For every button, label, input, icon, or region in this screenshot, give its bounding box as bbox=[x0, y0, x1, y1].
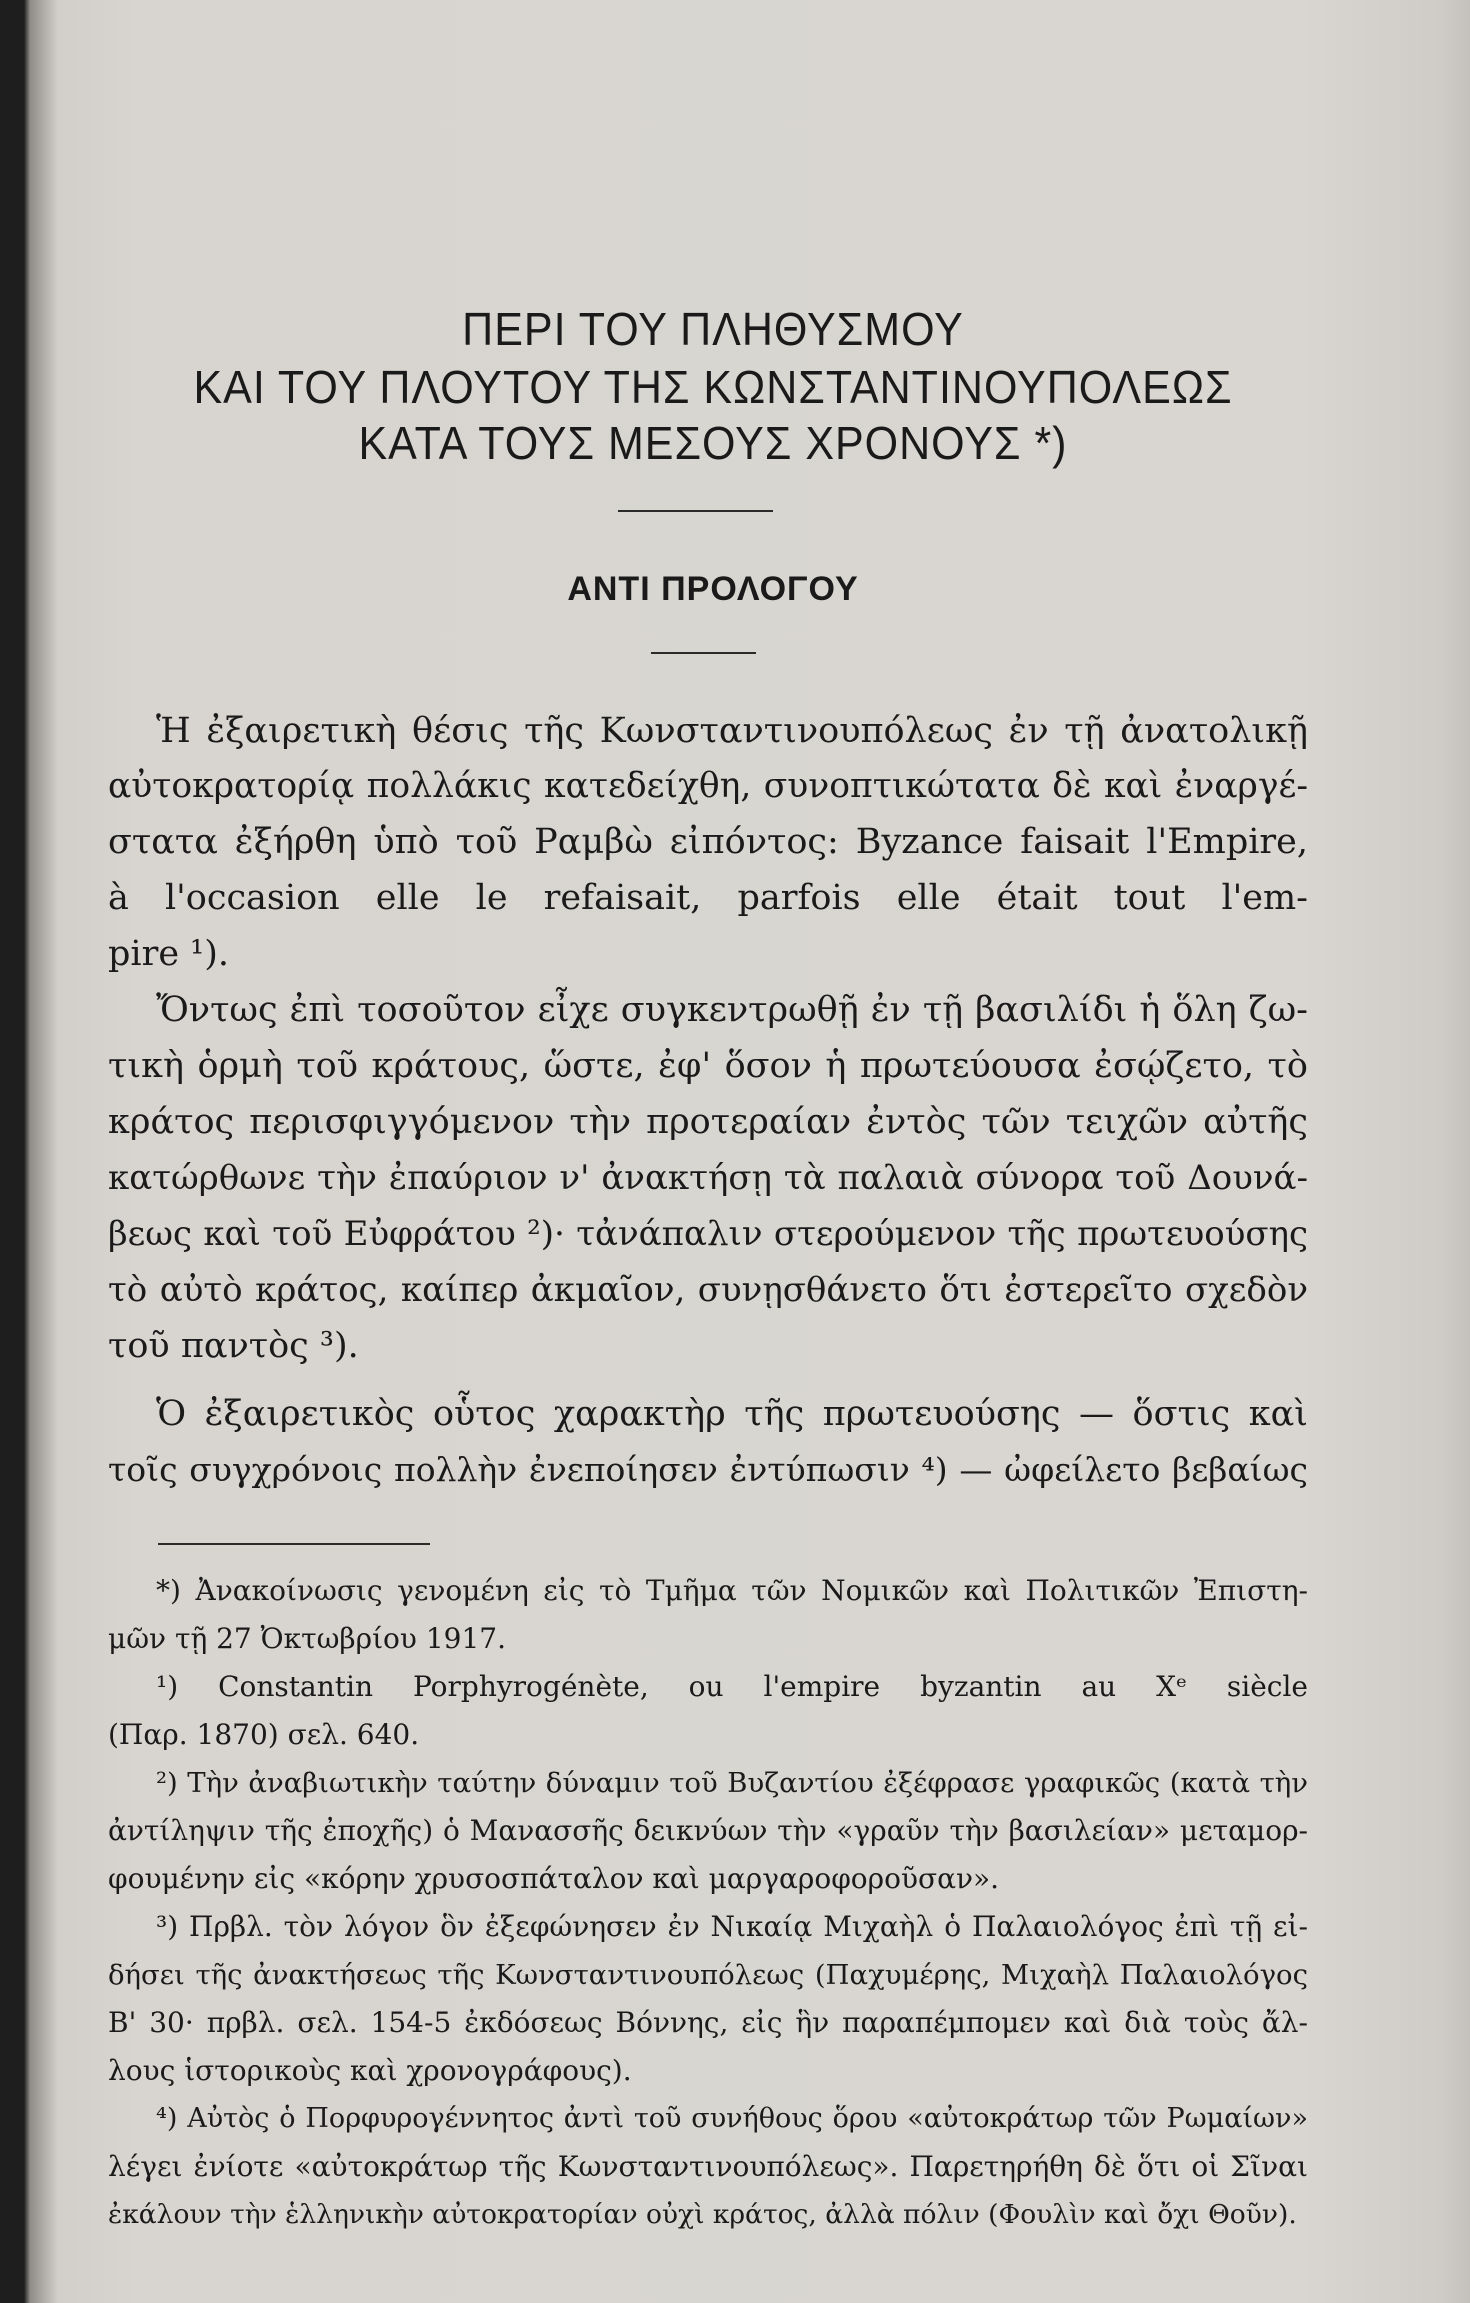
footnote-line: (Παρ. 1870) σελ. 640. bbox=[108, 1718, 420, 1751]
footnote-line: *) Ἀνακοίνωσις γενομένη εἰς τὸ Τμῆμα τῶν Νομικῶν καὶ Πολιτικῶν Ἐπιστη- bbox=[156, 1574, 1308, 1607]
footnote-line: ⁴) Αὐτὸς ὁ Πορφυρογέννητος ἀντὶ τοῦ συνήθους ὅρου «αὐτοκράτωρ τῶν Ρωμαίων» bbox=[156, 2103, 1308, 2134]
body-line: à l'occasion elle le refaisait, parfois elle était tout l'em- bbox=[108, 878, 1308, 918]
body-line: τοῖς συγχρόνοις πολλὴν ἐνεποίησεν ἐντύπωσιν ⁴) — ὠφείλετο βεβαίως bbox=[108, 1450, 1308, 1489]
body-line: βεως καὶ τοῦ Εὐφράτου ²)· τἀνάπαλιν στερούμενον τῆς πρωτευούσης bbox=[108, 1214, 1308, 1254]
footnote-line: λέγει ἐνίοτε «αὐτοκράτωρ τῆς Κωνσταντινουπόλεως». Παρετηρήθη δὲ ὅτι οἱ Σῖναι bbox=[108, 2150, 1308, 2183]
footnote-line: ¹) Constantin Porphyrogénète, ou l'empire byzantin au Xᵉ siècle bbox=[156, 1670, 1308, 1703]
body-line: Ὁ ἐξαιρετικὸς οὗτος χαρακτὴρ τῆς πρωτευούσης — ὅστις καὶ bbox=[156, 1394, 1308, 1434]
subtitle-rule bbox=[651, 652, 756, 654]
footnote-line: ἀντίληψιν τῆς ἐποχῆς) ὁ Μανασσῆς δεικνύων τὴν «γραῦν τὴν βασιλείαν» μεταμορ- bbox=[108, 1814, 1308, 1847]
footnote-line: ³) Πρβλ. τὸν λόγον ὃν ἐξεφώνησεν ἐν Νικαίᾳ Μιχαὴλ ὁ Παλαιολόγος ἐπὶ τῇ εἰ- bbox=[156, 1910, 1308, 1943]
body-line: κράτος περισφιγγόμενον τὴν προτεραίαν ἐντὸς τῶν τειχῶν αὐτῆς bbox=[108, 1102, 1308, 1142]
footnote-rule bbox=[158, 1543, 430, 1545]
body-line: αὐτοκρατορίᾳ πολλάκις κατεδείχθη, συνοπτικώτατα δὲ καὶ ἐναργέ- bbox=[108, 766, 1308, 806]
body-line: pire ¹). bbox=[108, 934, 229, 974]
body-line: τικὴ ὁρμὴ τοῦ κράτους, ὥστε, ἐφ' ὅσον ἡ πρωτεύουσα ἐσῴζετο, τὸ bbox=[108, 1046, 1308, 1086]
footnote-line: Β' 30· πρβλ. σελ. 154-5 ἐκδόσεως Βόννης, εἰς ἣν παραπέμπομεν καὶ διὰ τοὺς ἄλ- bbox=[108, 2006, 1308, 2039]
body-line: τὸ αὐτὸ κράτος, καίπερ ἀκμαῖον, συνῃσθάνετο ὅτι ἐστερεῖτο σχεδὸν bbox=[108, 1270, 1308, 1310]
body-line: κατώρθωνε τὴν ἐπαύριον ν' ἀνακτήσῃ τὰ παλαιὰ σύνορα τοῦ Δουνά- bbox=[108, 1158, 1308, 1198]
section-subtitle: ΑΝΤΙ ΠΡΟΛΟΓΟΥ bbox=[567, 570, 859, 608]
body-line: στατα ἐξήρθη ὑπὸ τοῦ Ραμβὼ εἰπόντος: Byzance faisait l'Empire, bbox=[108, 822, 1308, 862]
footnote-line: λους ἱστορικοὺς καὶ χρονογράφους). bbox=[108, 2054, 632, 2087]
title-rule bbox=[618, 510, 773, 512]
footnote-line: φουμένην εἰς «κόρην χρυσοσπάταλον καὶ μαργαροφοροῦσαν». bbox=[108, 1862, 1000, 1895]
footnote-line: ἐκάλουν τὴν ἑλληνικὴν αὐτοκρατορίαν οὐχὶ κράτος, ἀλλὰ πόλιν (Φουλὶν καὶ ὄχι Θοῦν). bbox=[108, 2199, 1297, 2230]
title-line-1: ΠΕΡΙ ΤΟΥ ΠΛΗΘΥΣΜΟΥ bbox=[462, 304, 964, 356]
footnote-line: μῶν τῇ 27 Ὀκτωβρίου 1917. bbox=[108, 1622, 506, 1655]
body-line: τοῦ παντὸς ³). bbox=[108, 1326, 359, 1366]
title-line-3: ΚΑΤΑ ΤΟΥΣ ΜΕΣΟΥΣ ΧΡΟΝΟΥΣ *) bbox=[358, 418, 1068, 470]
body-line: Ἡ ἐξαιρετικὴ θέσις τῆς Κωνσταντινουπόλεως ἐν τῇ ἀνατολικῇ bbox=[156, 711, 1308, 751]
footnote-line: δήσει τῆς ἀνακτήσεως τῆς Κωνσταντινουπόλεως (Παχυμέρης, Μιχαὴλ Παλαιολόγος bbox=[108, 1959, 1308, 1991]
page-content bbox=[108, 0, 1318, 2303]
body-line: Ὄντως ἐπὶ τοσοῦτον εἶχε συγκεντρωθῇ ἐν τῇ βασιλίδι ἡ ὅλη ζω- bbox=[156, 990, 1308, 1030]
title-line-2: ΚΑΙ ΤΟΥ ΠΛΟΥΤΟΥ ΤΗΣ ΚΩΝΣΤΑΝΤΙΝΟΥΠΟΛΕΩΣ bbox=[193, 362, 1233, 414]
footnote-line: ²) Τὴν ἀναβιωτικὴν ταύτην δύναμιν τοῦ Βυζαντίου ἐξέφρασε γραφικῶς (κατὰ τὴν bbox=[156, 1767, 1308, 1799]
